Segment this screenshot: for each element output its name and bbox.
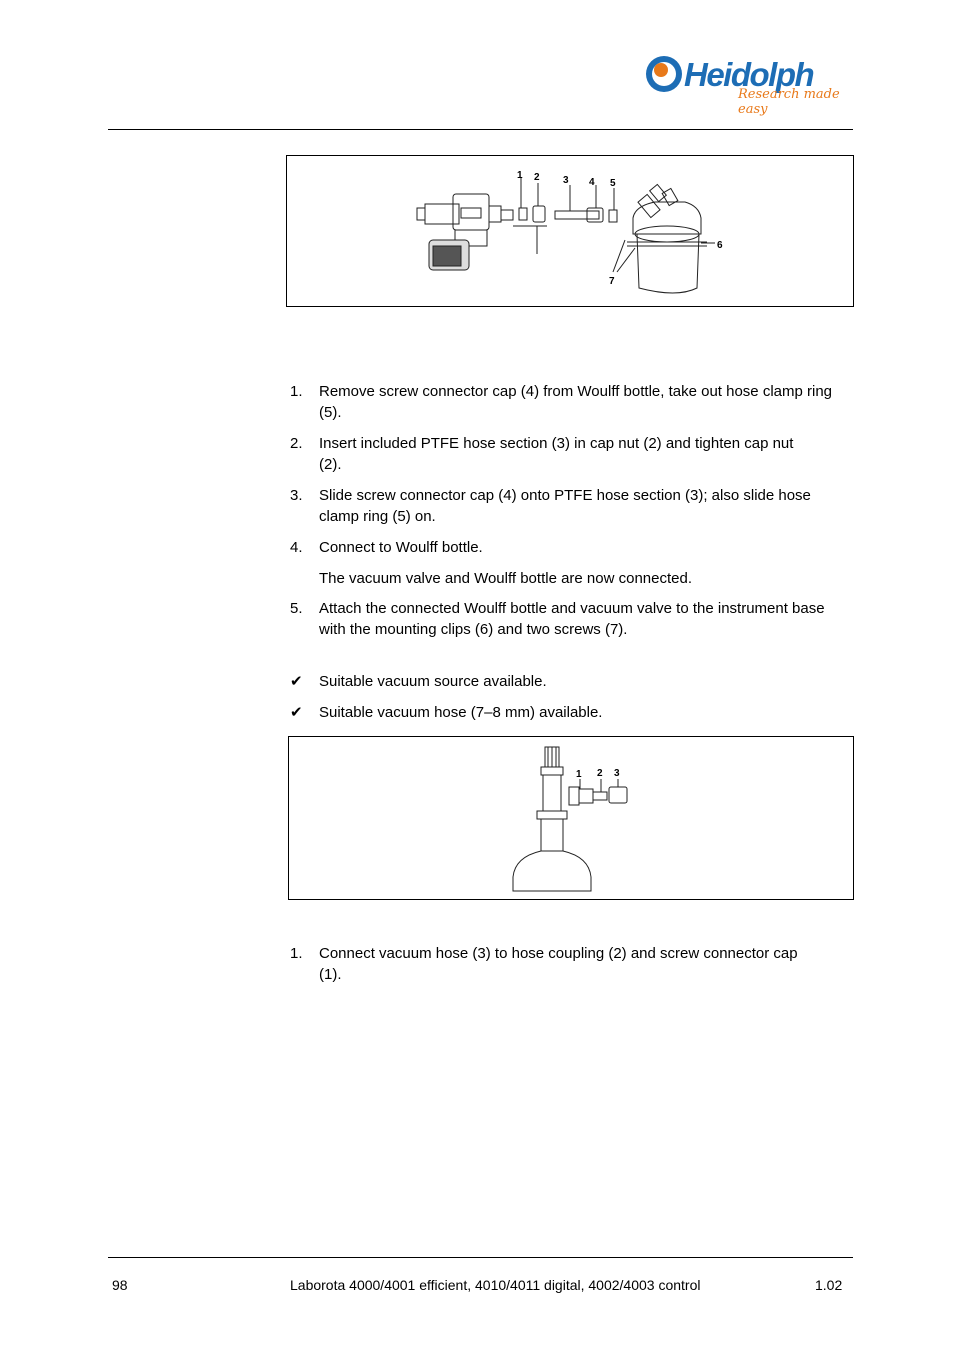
step-5 [290, 598, 850, 640]
step-3 [290, 485, 850, 527]
step-1 [290, 381, 850, 423]
callout-7: 7 [609, 276, 615, 287]
step-number: 1. [290, 945, 303, 962]
step-number: 1. [290, 383, 303, 400]
callout-3: 3 [614, 768, 620, 779]
brand-tagline: Research made easy [738, 87, 840, 117]
step-text: Connect to Woulff bottle. [319, 539, 483, 556]
callout-6: 6 [717, 240, 723, 251]
callout-2: 2 [534, 172, 540, 183]
step-4 [290, 537, 850, 558]
prerequisite-item [290, 702, 850, 723]
logo-mark-icon [644, 54, 684, 94]
header-rule [108, 129, 853, 130]
step-number: 4. [290, 539, 303, 556]
step-2 [290, 433, 850, 475]
page-number: 98 [112, 1277, 128, 1293]
prerequisite-text: Suitable vacuum hose (7–8 mm) available. [319, 704, 603, 721]
step-text: Remove screw connector cap (4) from Woulff bottle, take out hose clamp ring (5). [319, 383, 833, 421]
check-icon: ✔ [290, 672, 303, 690]
step-text: Slide screw connector cap (4) onto PTFE hose section (3); also slide hose clamp ring (5) on. [319, 487, 811, 525]
footer-version: 1.02 [815, 1277, 843, 1293]
step-text: Connect vacuum hose (3) to hose coupling (2) and screw connector cap (1). [319, 945, 798, 983]
callout-1: 1 [517, 170, 523, 181]
figure-valve-bottle [286, 155, 854, 307]
valve-bottle-drawing [287, 156, 853, 306]
figure-hose-coupling [288, 736, 854, 900]
step-number: 2. [290, 435, 303, 452]
result-note: The vacuum valve and Woulff bottle are now connected. [319, 570, 693, 587]
hose-coupling-drawing [289, 737, 853, 899]
footer-product: Laborota 4000/4001 efficient, 4010/4011 digital, 4002/4003 control [290, 1277, 701, 1293]
callout-3: 3 [563, 175, 569, 186]
step-number: 3. [290, 487, 303, 504]
callout-2: 2 [597, 768, 603, 779]
check-icon: ✔ [290, 703, 303, 721]
step-coupling-1 [290, 943, 850, 985]
footer-rule [108, 1257, 853, 1258]
brand-name: Heidolph [684, 56, 814, 93]
prerequisite-text: Suitable vacuum source available. [319, 673, 547, 690]
step-number: 5. [290, 600, 303, 617]
step-text: Insert included PTFE hose section (3) in cap nut (2) and tighten cap nut (2). [319, 435, 794, 473]
step-text: Attach the connected Woulff bottle and vacuum valve to the instrument base with the mounting clips (6) and two screws (7). [319, 600, 825, 638]
brand-logo [640, 50, 860, 115]
callout-4: 4 [589, 177, 595, 188]
prerequisite-item [290, 671, 850, 692]
callout-5: 5 [610, 178, 616, 189]
callout-1: 1 [576, 769, 582, 780]
